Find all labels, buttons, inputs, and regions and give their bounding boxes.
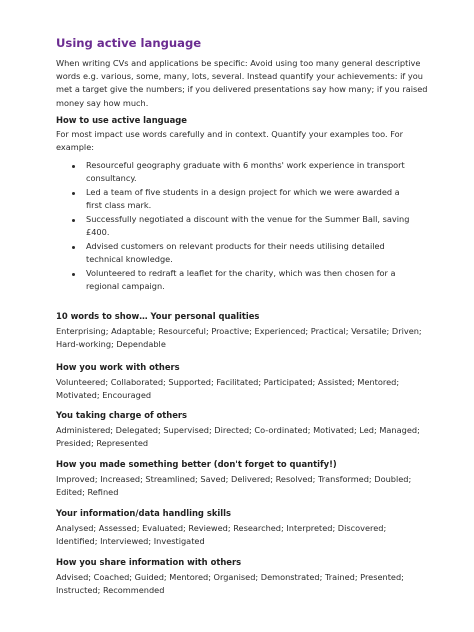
section-heading-share-information: How you share information with others	[56, 557, 242, 567]
section-text-taking-charge: Administered; Delegated; Supervised; Directed; Co-ordinated; Motivated; Led; Managed; Presided; Represented	[56, 425, 420, 449]
section-text-made-better: Improved; Increased; Streamlined; Saved; Delivered; Resolved; Transformed; Doubled; Edited; Refined	[56, 474, 412, 498]
bullet-icon	[72, 192, 75, 195]
how-to-text: For most impact use words carefully and in context. Quantify your examples too. For example:	[56, 129, 403, 153]
bullet-icon	[72, 246, 75, 249]
list-item-text: Resourceful geography graduate with 6 months' work experience in transport consultancy.	[86, 160, 405, 184]
section-heading-made-better: How you made something better (don't forget to quantify!)	[56, 459, 337, 469]
bullet-icon	[72, 165, 75, 168]
section-text-work-with-others: Volunteered; Collaborated; Supported; Facilitated; Participated; Assisted; Mentored; Motivated; Encouraged	[56, 377, 400, 401]
list-item-text: Successfully negotiated a discount with the venue for the Summer Ball, saving £400.	[86, 214, 410, 238]
section-heading-taking-charge: You taking charge of others	[56, 410, 188, 420]
section-heading-data-handling: Your information/data handling skills	[56, 508, 231, 518]
section-text-data-handling: Analysed; Assessed; Evaluated; Reviewed; Researched; Interpreted; Discovered; Identified; Interviewed; Investigated	[56, 523, 387, 547]
list-item-text: Volunteered to redraft a leaflet for the charity, which was then chosen for a regional campaign.	[86, 268, 396, 292]
page-title: Using active language	[56, 36, 202, 50]
list-item-text: Advised customers on relevant products for their needs utilising detailed technical knowledge.	[86, 241, 385, 265]
section-heading-work-with-others: How you work with others	[56, 362, 180, 372]
intro-paragraph: When writing CVs and applications be specific: Avoid using too many general descriptive words e.g. various, some, many, lots, several. Instead quantify your achievements: if you met a target give the numbers; if you delivered presentations say how many; if you raised money say how much.	[56, 58, 428, 108]
list-item-text: Led a team of five students in a design project for which we were awarded a first class mark.	[86, 187, 400, 211]
bullet-icon	[72, 273, 75, 276]
bullet-icon	[72, 219, 75, 222]
section-text-share-information: Advised; Coached; Guided; Mentored; Organised; Demonstrated; Trained; Presented; Instructed; Recommended	[56, 572, 404, 596]
section-heading-personal-qualities: 10 words to show… Your personal qualities	[56, 311, 260, 321]
section-text-personal-qualities: Enterprising; Adaptable; Resourceful; Proactive; Experienced; Practical; Versatile; Driven; Hard-working; Dependable	[56, 326, 422, 350]
how-to-heading: How to use active language	[56, 115, 187, 125]
